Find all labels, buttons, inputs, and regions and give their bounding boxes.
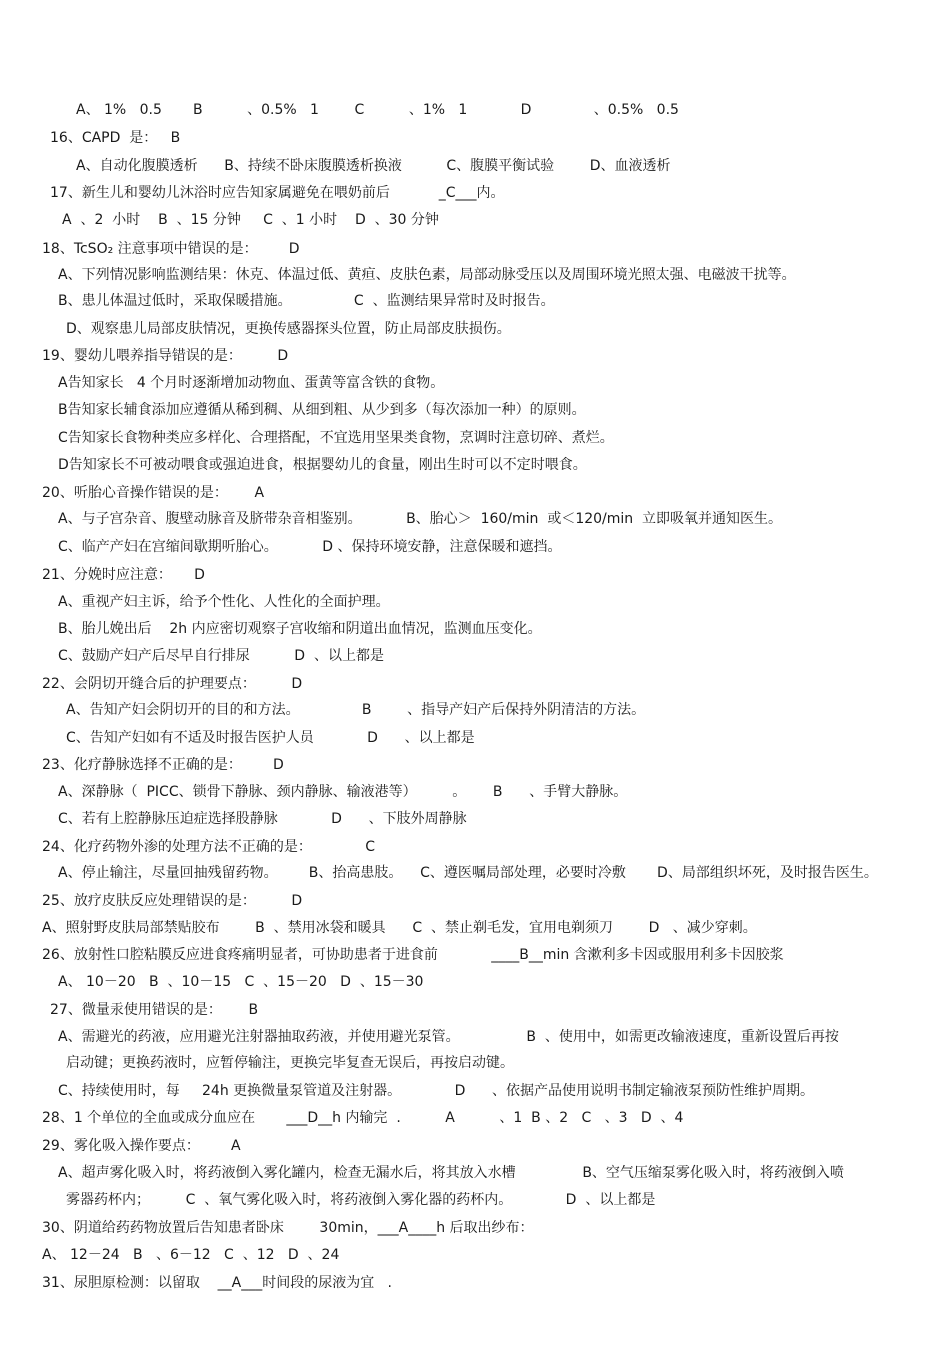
q18-option-d: D、观察患儿局部皮肤情况，更换传感器探头位置，防止局部皮肤损伤。 — [66, 321, 511, 337]
q19-option-c: C告知家长食物种类应多样化、合理搭配，不宜选用坚果类食物，烹调时注意切碎、煮烂。 — [58, 430, 614, 446]
q19-option-b: B告知家长辅食添加应遵循从稀到稠、从细到粗、从少到多（每次添加一种）的原则。 — [58, 402, 586, 418]
q29-option-a-b: A、超声雾化吸入时，将药液倒入雾化罐内，检查无漏水后，将其放入水槽 B、空气压缩泵雾化吸入时，将药液倒入喷 — [58, 1165, 844, 1181]
q23-question: 23、化疗静脉选择不正确的是： D — [42, 757, 284, 773]
q20-option-a-b: A、与子宫杂音、腹壁动脉音及脐带杂音相鉴别。 B、胎心＞ 160/min 或＜120/min 立即吸氧并通知医生。 — [58, 511, 783, 527]
q27-option-c-d: C、持续使用时，每 24h 更换微量泵管道及注射器。 D 、依据产品使用说明书制定输液泵预防性维护周期。 — [58, 1083, 815, 1099]
q21-option-b: B、胎儿娩出后 2h 内应密切观察子宫收缩和阴道出血情况，监测血压变化。 — [58, 621, 542, 637]
q31-question: 31、尿胆原检测：以留取 __A___时间段的尿液为宜 . — [42, 1275, 392, 1291]
q22-option-c-d: C、告知产妇如有不适及时报告医护人员 D 、以上都是 — [66, 730, 475, 746]
q27-option-a-b: A、需避光的药液，应用避光注射器抽取药液，并使用避光泵管。 B 、使用中，如需更改输液速度，重新设置后再按 — [58, 1029, 839, 1045]
q23-option-c-d: C、若有上腔静脉压迫症选择股静脉 D 、下肢外周静脉 — [58, 811, 467, 827]
q29-option-b-cont: 雾器药杯内； C 、氧气雾化吸入时，将药液倒入雾化器的药杯内。 D 、以上都是 — [66, 1192, 656, 1208]
q22-option-a-b: A、告知产妇会阴切开的目的和方法。 B 、指导产妇产后保持外阴清洁的方法。 — [66, 702, 646, 718]
q23-option-a-b: A、深静脉（ PICC、锁骨下静脉、颈内静脉、输液港等） 。 B 、手臂大静脉。 — [58, 784, 628, 800]
q26-options: A、 10－20 B 、10－15 C 、15－20 D 、15－30 — [58, 974, 424, 990]
q19-option-a: A告知家长 4 个月时逐渐增加动物血、蛋黄等富含铁的食物。 — [58, 375, 445, 391]
q22-question: 22、会阴切开缝合后的护理要点： D — [42, 676, 303, 692]
q17-question: 17、新生儿和婴幼儿沐浴时应告知家属避免在喂奶前后 _C___内。 — [50, 185, 505, 201]
q18-option-a: A、下列情况影响监测结果：休克、体温过低、黄疸、皮肤色素，局部动脉受压以及周围环境光照太强、电磁波干扰等。 — [58, 267, 796, 283]
q30-options: A、 12－24 B 、6－12 C 、12 D 、24 — [42, 1247, 340, 1263]
q19-option-d: D告知家长不可被动喂食或强迫进食，根据婴幼儿的食量，刚出生时可以不定时喂食。 — [58, 457, 587, 473]
q21-option-a: A、重视产妇主诉，给予个性化、人性化的全面护理。 — [58, 594, 390, 610]
q18-option-b-c: B、患儿体温过低时，采取保暖措施。 C 、监测结果异常时及时报告。 — [58, 293, 555, 309]
q18-question: 18、TcSO₂ 注意事项中错误的是： D — [42, 241, 300, 257]
q25-question: 25、放疗皮肤反应处理错误的是： D — [42, 893, 303, 909]
q20-option-c-d: C、临产产妇在宫缩间歇期听胎心。 D 、保持环境安静，注意保暖和遮挡。 — [58, 539, 562, 555]
q30-question: 30、阴道给药药物放置后告知患者卧床 30min，___A____h 后取出纱布： — [42, 1220, 534, 1236]
q21-option-c-d: C、鼓励产妇产后尽早自行排尿 D 、以上都是 — [58, 648, 384, 664]
q17-options: A 、2 小时 B 、15 分钟 C 、1 小时 D 、30 分钟 — [62, 212, 439, 228]
q25-options: A、照射野皮肤局部禁贴胶布 B 、禁用冰袋和暖具 C 、禁止剃毛发，宜用电剃须刀 D 、减少穿刺。 — [42, 920, 757, 936]
q28-question-options: 28、1 个单位的全血或成分血应在 ___D__h 内输完 . A 、1 B 、2 C 、3 D 、4 — [42, 1110, 684, 1126]
q27-question: 27、微量汞使用错误的是： B — [50, 1002, 259, 1018]
q15-options: A、 1% 0.5 B 、0.5% 1 C 、1% 1 D 、0.5% 0.5 — [76, 102, 679, 118]
q21-question: 21、分娩时应注意： D — [42, 567, 205, 583]
q20-question: 20、听胎心音操作错误的是： A — [42, 485, 265, 501]
q16-question: 16、CAPD 是： B — [50, 130, 181, 146]
q29-question: 29、雾化吸入操作要点： A — [42, 1138, 241, 1154]
q19-question: 19、婴幼儿喂养指导错误的是： D — [42, 348, 289, 364]
q26-question: 26、放射性口腔粘膜反应进食疼痛明显者，可协助患者于进食前 ____B__min 含漱利多卡因或服用利多卡因胶浆 — [42, 947, 784, 963]
q16-options: A、自动化腹膜透析 B、持续不卧床腹膜透析换液 C、腹膜平衡试验 D、血液透析 — [76, 158, 671, 174]
q27-option-b-cont: 启动键；更换药液时，应暂停输注，更换完毕复查无误后，再按启动键。 — [66, 1055, 514, 1071]
q24-options: A、停止输注，尽量回抽残留药物。 B、抬高患肢。 C、遵医嘱局部处理，必要时冷敷 D、局部组织坏死，及时报告医生。 — [58, 865, 878, 881]
q24-question: 24、化疗药物外渗的处理方法不正确的是： C — [42, 839, 375, 855]
